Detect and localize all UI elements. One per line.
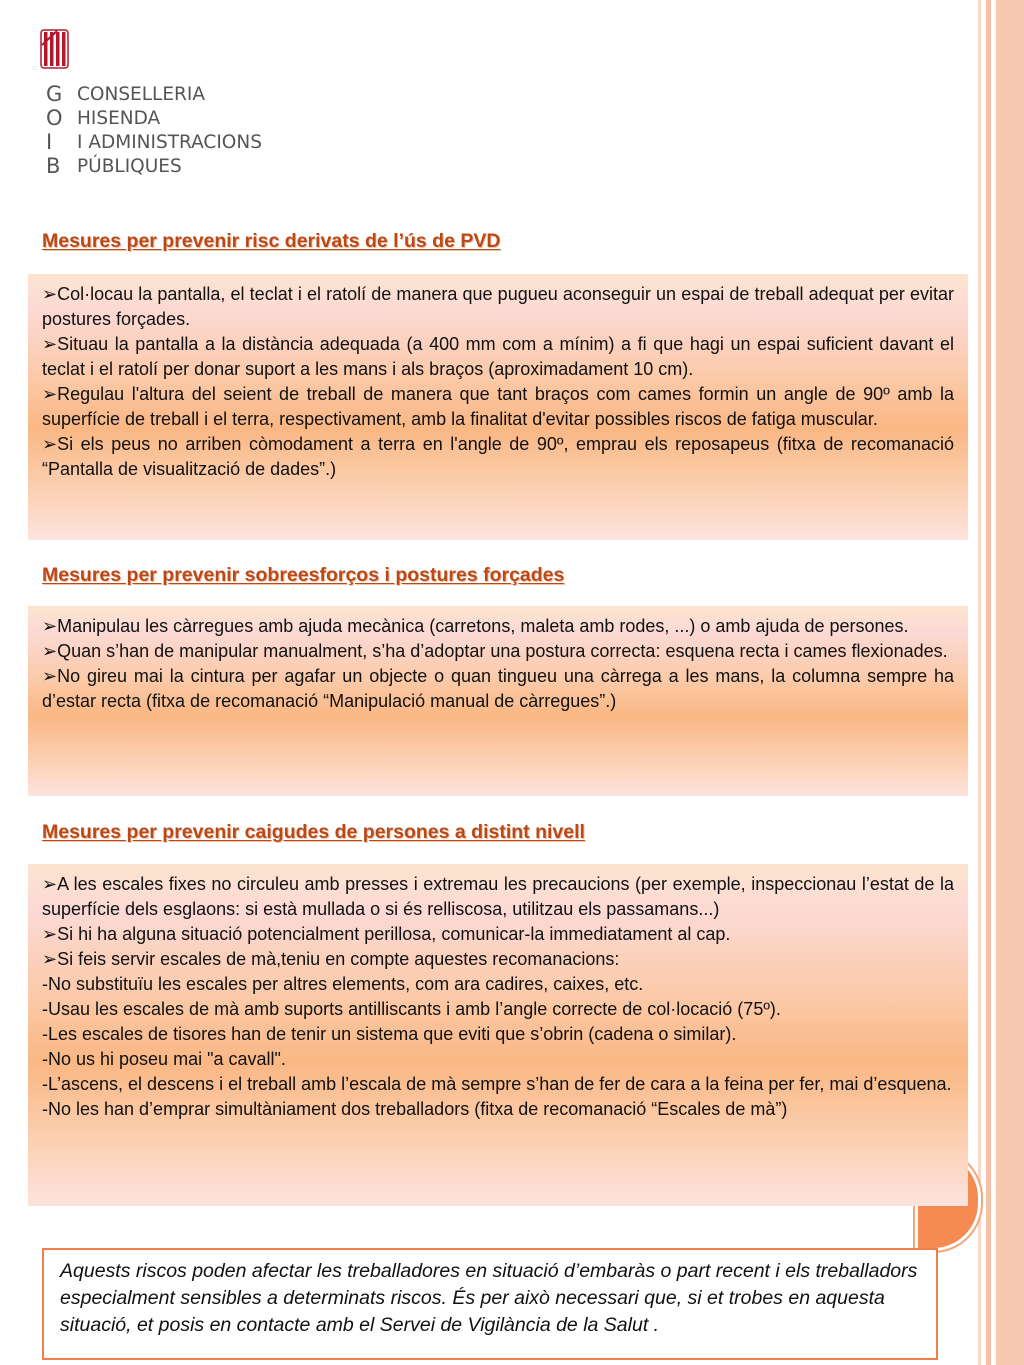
section-box-sobreesforcos [28,606,968,796]
note-box: Aquests riscos poden afectar les treballadores en situació d’embaràs o part recent i els treballadors especialment sensibles a determinats riscos. És per això necessari que, si et trobes en aquesta situació, et posis en contacte amb el Servei de Vigilància de la Salut . [42,1248,938,1360]
list-item: ➢Regulau l'altura del seient de treball de manera que tant braços com cames formin un angle de 90º amb la superfície de treball i el terra, respectivament, amb la finalitat d'evitar possibles riscos de fatiga muscular. [42,384,954,429]
list-item: -No les han d’emprar simultàniament dos treballadors (fitxa de recomanació “Escales de mà”) [42,1099,788,1119]
list-item: ➢Si els peus no arriben còmodament a terra en l'angle de 90º, emprau els reposapeus (fitxa de recomanació “Pantalla de visualització de dades”.) [42,434,954,479]
section-heading-sobreesforcos: Mesures per prevenir sobreesforços i postures forçades [42,564,565,586]
section-heading-caigudes: Mesures per prevenir caigudes de persones a distint nivell [42,821,585,843]
list-item: -No us hi poseu mai "a cavall". [42,1049,286,1069]
logo-text: CONSELLERIA HISENDA I ADMINISTRACIONS PÚBLIQUES [77,84,262,177]
list-item: ➢Quan s’han de manipular manualment, s’ha d’adoptar una postura correcta: esquena recta i cames flexionades. [42,641,948,661]
section-box-caigudes [28,864,968,1206]
list-item: -L’ascens, el descens i el treball amb l’escala de mà sempre s’han de fer de cara a la feina per fer, mai d’esquena. [42,1074,952,1094]
list-item: ➢A les escales fixes no circuleu amb presses i extremau les precaucions (per exemple, inspeccionau l’estat de la superfície dels esglaons: si està mullada o si és relliscosa, utilitzau els passamans...) [42,874,954,919]
section-box-pvd [28,274,968,540]
logo-slash-icon [40,28,60,48]
list-item: -No substituïu les escales per altres elements, com ara cadires, caixes, etc. [42,974,644,994]
list-item: ➢Col·locau la pantalla, el teclat i el ratolí de manera que pugueu aconseguir un espai de treball adequat per evitar postures forçades. [42,284,954,329]
decorative-side-stripes [974,0,1024,1365]
list-item: ➢No gireu mai la cintura per agafar un objecte o quan tingueu una càrrega a les mans, la columna sempre ha d’estar recta (fitxa de recomanació “Manipulació manual de càrregues”.) [42,666,954,711]
list-item: ➢Situau la pantalla a la distància adequada (a 400 mm com a mínim) a fi que hagi un espai suficient davant el teclat i el ratolí per donar suport a les mans i als braços (aproximadament 10 cm). [42,334,954,379]
goib-logo [40,28,270,198]
list-item: -Les escales de tisores han de tenir un sistema que eviti que s’obrin (cadena o similar). [42,1024,737,1044]
list-item: ➢Si hi ha alguna situació potencialment perillosa, comunicar-la immediatament al cap. [42,924,731,944]
list-item: -Usau les escales de mà amb suports antilliscants i amb l’angle correcte de col·locació (75º). [42,999,781,1019]
logo-letters: G O I B [46,82,63,178]
section-heading-pvd: Mesures per prevenir risc derivats de l’ús de PVD [42,230,501,252]
list-item: ➢Si feis servir escales de mà,teniu en compte aquestes recomanacions: [42,949,620,969]
list-item: ➢Manipulau les càrregues amb ajuda mecànica (carretons, maleta amb rodes, ...) o amb ajuda de persones. [42,616,909,636]
